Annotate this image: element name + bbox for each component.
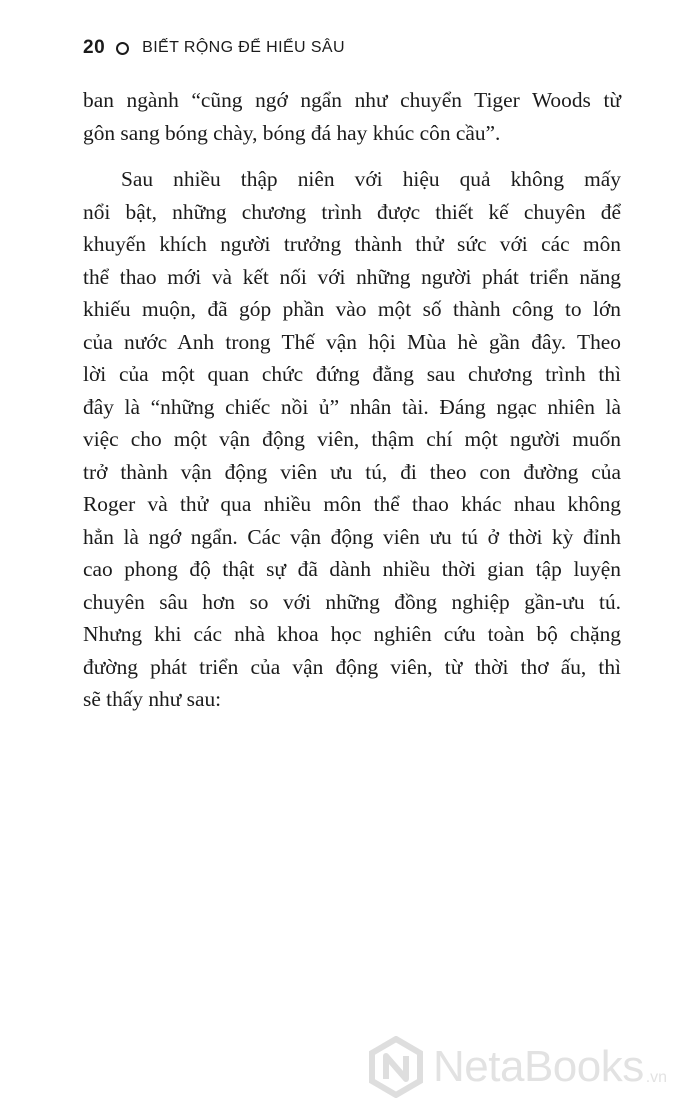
text-line: cao phong độ thật sự đã dành nhiều thời gian tập luyện	[83, 557, 621, 581]
text-line: Roger và thử qua nhiều môn thể thao khác nhau không	[83, 492, 621, 516]
text-line: việc cho một vận động viên, thậm chí một người muốn	[83, 427, 621, 451]
text-line: sẽ thấy như sau:	[83, 687, 222, 711]
text-line: nổi bật, những chương trình được thiết kế chuyên để	[83, 199, 621, 224]
paragraph-2	[83, 163, 621, 716]
running-head	[83, 33, 345, 63]
text-line: trở thành vận động viên ưu tú, đi theo con đường của	[83, 459, 621, 484]
text-line: chuyên sâu hơn so với những đồng nghiệp gần-ưu tú.	[83, 589, 621, 614]
text-line: đây là “những chiếc nồi ủ” nhân tài. Đáng ngạc nhiên là	[83, 394, 621, 419]
text-line: của nước Anh trong Thế vận hội Mùa hè gần đây. Theo	[83, 329, 621, 354]
circle-bullet-icon	[116, 42, 129, 55]
text-line: khuyến khích người trưởng thành thử sức với các môn	[83, 232, 621, 256]
text-line: ban ngành “cũng ngớ ngẩn như chuyển Tiger Woods từ	[83, 88, 621, 112]
paragraph-1	[83, 84, 621, 149]
watermark-brand: NetaBooks	[433, 1042, 644, 1091]
text-line: Nhưng khi các nhà khoa học nghiên cứu toàn bộ chặng	[83, 622, 621, 646]
watermark-suffix: .vn	[645, 1069, 668, 1086]
text-line: Sau nhiều thập niên với hiệu quả không mấy	[121, 167, 621, 191]
text-line: đường phát triển của vận động viên, từ thời thơ ấu, thì	[83, 654, 621, 679]
netabooks-n-logo-icon	[365, 1036, 427, 1098]
body-text	[83, 84, 621, 730]
page-number: 20	[83, 37, 106, 58]
text-line: thể thao mới và kết nối với những người phát triển năng	[83, 264, 621, 289]
text-line: gôn sang bóng chày, bóng đá hay khúc côn cầu”.	[83, 120, 501, 145]
book-title: BIẾT RỘNG ĐỂ HIỂU SÂU	[142, 39, 345, 56]
text-line: lời của một quan chức đứng đằng sau chương trình thì	[83, 362, 621, 386]
text-line: hẳn là ngớ ngẩn. Các vận động viên ưu tú ở thời kỳ đỉnh	[83, 524, 621, 549]
text-line: khiếu muộn, đã góp phần vào một số thành công to lớn	[83, 297, 621, 321]
watermark	[365, 1035, 667, 1099]
